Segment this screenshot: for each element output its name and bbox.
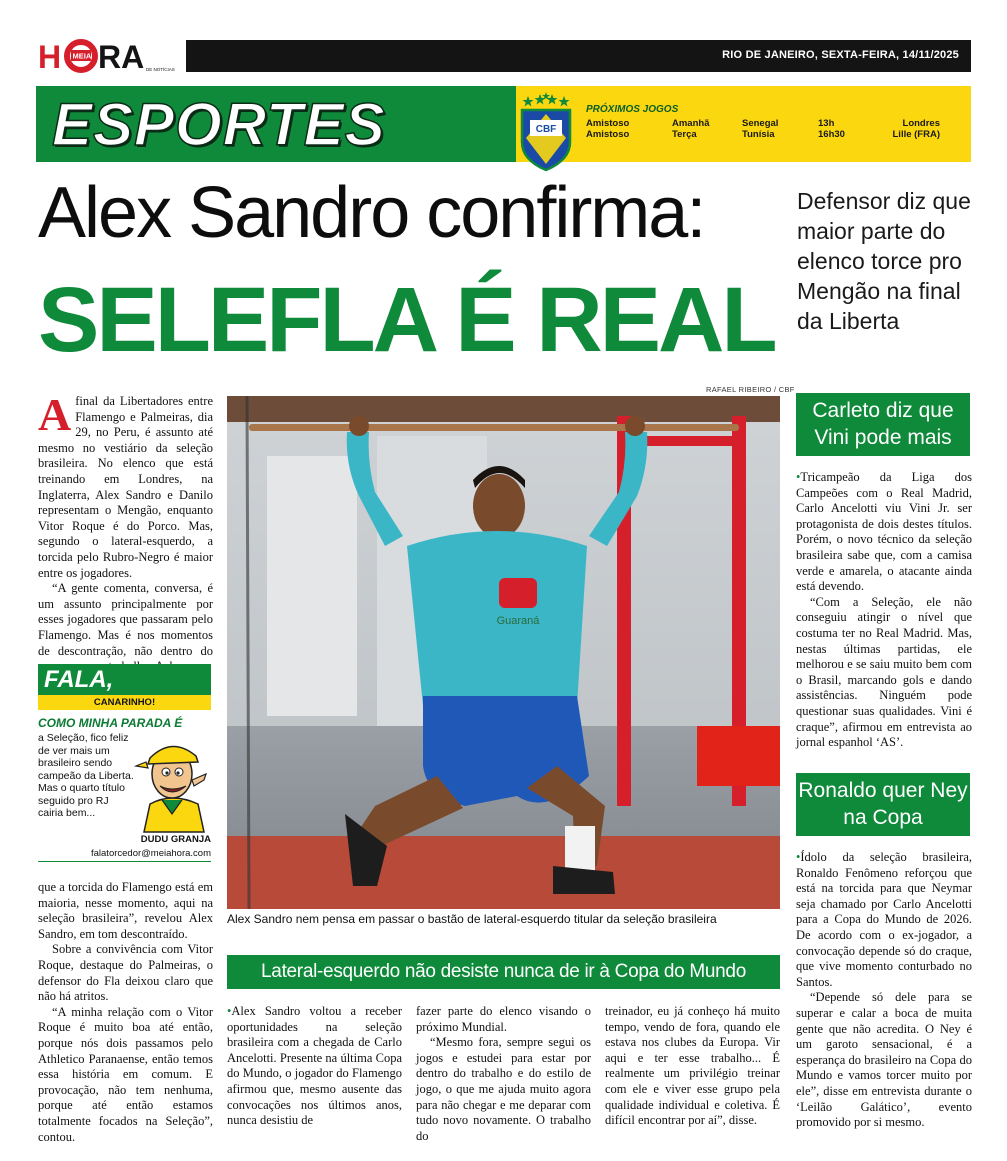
next-games-title: PRÓXIMOS JOGOS [586,104,679,115]
section-title: ESPORTES [52,91,386,158]
logo-tagline: DE NOTÍCIAS [146,67,175,72]
game-type: Amistoso [586,118,630,129]
logo-meia-text: MEIA [72,51,92,61]
continuation-paragraph: “A minha relação com o Vitor Roque é muito boa até então, porque nós dois passamos pelo Athletico Paranaense, então temos essa história em comum. E provocação, não tem nenhuma, porque até então estamos totalmente focados na Seleção”, contou. [38,1004,213,1144]
bullet-mark: • [227,1004,232,1018]
sidebar-article-ronaldo [796,850,972,1131]
sidebar-article-carleto [796,470,972,751]
game-type: Amistoso [586,129,630,140]
continuation-paragraph: Sobre a convivência com Vitor Roque, destaque do Palmeiras, o defensor do Fla deixou claro que não há atritos. [38,942,213,1004]
fala-header [38,664,211,710]
sidebar-box-title-carleto: Carleto diz que Vini pode mais [796,393,970,456]
section-banner-green [36,86,516,162]
lead-article-text [38,389,213,658]
photo-caption: Alex Sandro nem pensa em passar o bastão de lateral-esquerdo titular da seleção brasileira [227,912,717,926]
fan-cartoon-avatar [132,734,212,832]
player-training-photo [227,396,780,909]
sidebar-paragraph: •Tricampeão da Liga dos Campeões com o Real Madrid, Carlo Ancelotti viu Vini Jr. ser protagonista de dois destes títulos. Porém, o novo técnico da seleção brasileira sabe que, com a camisa verde e amarela, o atacante ainda está devendo. [796,470,972,594]
lead-paragraph: final da Libertadores entre Flamengo e Palmeiras, dia 29, no Peru, é assunto até mesmo no vestiário da seleção brasileira. No elenco que está treinando em Londres, na Inglaterra, Alex Sandro e Danilo representam o Mengão, enquanto Vitor Roque é do Porco. Mas, segundo o lateral-esquerdo, a torcida pelo Rubro-Negro é maior entre os jogadores. [38,394,213,580]
logo-hora-suffix: RA [98,39,145,75]
fala-divider [38,861,211,862]
secondary-paragraph: fazer parte do elenco visando o próximo Mundial. [416,1004,591,1034]
secondary-paragraph: •Alex Sandro voltou a receber oportunidades na seleção brasileira com a chegada de Carlo Ancelotti. Presente na última Copa do Mundo, o jogador do Flamengo afirmou que, mesmo ausente das convocações nos últimos anos, nunca desistiu de [227,1004,402,1128]
lead-paragraph: “A gente comenta, conversa, é um assunto principalmente por esses jogadores que passaram pelo Flamengo. Mas é nos momentos de descontração, não dentro do [38,581,213,658]
game-city: Londres [902,118,940,129]
fala-author: DUDU GRANJA [140,834,211,845]
fala-heading: COMO MINHA PARADA É [38,716,183,730]
cbf-crest-label: CBF [535,124,557,135]
continuation-paragraph: que a torcida do Flamengo está em maioria, nesse momento, aqui na seleção brasileira”, revelou Alex Sandro, em tom descontraído. [38,880,213,941]
sidebar-paragraph: “Depende só dele para se superar e calar a boca de muita gente que não acredita. O Ney é um garoto sensacional, é a esperança do brasileiro na Copa do Mundo e vamos torcer muito por ele”, disse em entrevista durante o ‘Leilão Galático’, evento promovido por si mesmo. [796,990,972,1130]
headline-line-1: Alex Sandro confirma: [38,173,705,253]
secondary-article-col-3 [605,1004,780,1129]
lead-continuation [38,880,213,1145]
subheadline: Defensor diz que maior parte do elenco torce pro Mengão na final da Liberta [797,188,971,334]
next-game-row [586,129,940,141]
secondary-headline-bar: Lateral-esquerdo não desiste nunca de ir à Copa do Mundo [227,955,780,989]
secondary-paragraph: treinador, eu já conheço há muito tempo, vendo de fora, quando ele estava nos clubes da Europa. Vir aqui e ter esse trabalho... É realmente um privilégio treinar com ele e viver esse grupo pela qualidade individual e coletiva. É difícil encontrar por aí”, disse. [605,1004,780,1128]
bullet-mark: • [796,850,801,864]
logo-hora-prefix: H [38,39,62,75]
bullet-mark: • [796,470,801,484]
section-banner [36,86,971,162]
game-day: Terça [672,129,697,140]
headline-line-2: SELEFLA É REAL [38,269,775,371]
shirt-sponsor-text: Guaraná [496,615,540,627]
sidebar-box-title-ronaldo: Ronaldo quer Ney na Copa [796,773,970,836]
sidebar-paragraph: “Com a Seleção, ele não conseguiu atingir o nível que costuma ter no Real Madrid. Mas, nestas últimas partidas, ele melhorou e se saiu muito bem com o Brasil, marcando gols e dando assistências. Ninguém pode questionar suas qualidades. Vini é craque”, afirmou em entrevista ao jornal espanhol ‘AS’. [796,594,972,750]
secondary-article-col-1 [227,1004,402,1129]
game-time: 16h30 [818,129,845,140]
fala-title: FALA, [44,666,114,693]
game-opponent: Senegal [742,118,779,129]
fala-subtitle: CANARINHO! [38,695,211,710]
game-opponent: Tunísia [742,129,775,140]
secondary-paragraph: “Mesmo fora, sempre segui os jogos e estudei para estar por dentro do trabalho e do estilo de jogo, o que me ajuda muito agora para não chegar e me deparar com tudo novo novamente. O trabalho do [416,1035,591,1143]
meia-hora-logo [36,38,186,74]
photo-credit: RAFAEL RIBEIRO / CBF [706,385,795,394]
game-city: Lille (FRA) [892,129,940,140]
fala-email-link[interactable]: falatorcedor@meiahora.com [90,848,211,859]
secondary-article-col-2 [416,1004,591,1144]
dateline: RIO DE JANEIRO, SEXTA-FEIRA, 14/11/2025 [722,49,959,61]
fala-text: a Seleção, fico feliz de ver mais um brasileiro sendo campeão da Liberta. Mas o quarto título seguido pro RJ cairia bem... [38,732,134,819]
game-time: 13h [818,118,835,129]
drop-cap: A [38,389,72,440]
fala-canarinho-box [38,664,211,862]
game-day: Amanhã [672,118,710,129]
cbf-crest-icon [516,92,576,172]
sidebar-paragraph: •Ídolo da seleção brasileira, Ronaldo Fenômeno reforçou que está na torcida para que Neymar seja chamado por Carlo Ancelotti para a Copa do Mundo de 2026. De acordo com o ex-jogador, a convocação depende só do craque, que vive momento conturbado no Santos. [796,850,972,989]
